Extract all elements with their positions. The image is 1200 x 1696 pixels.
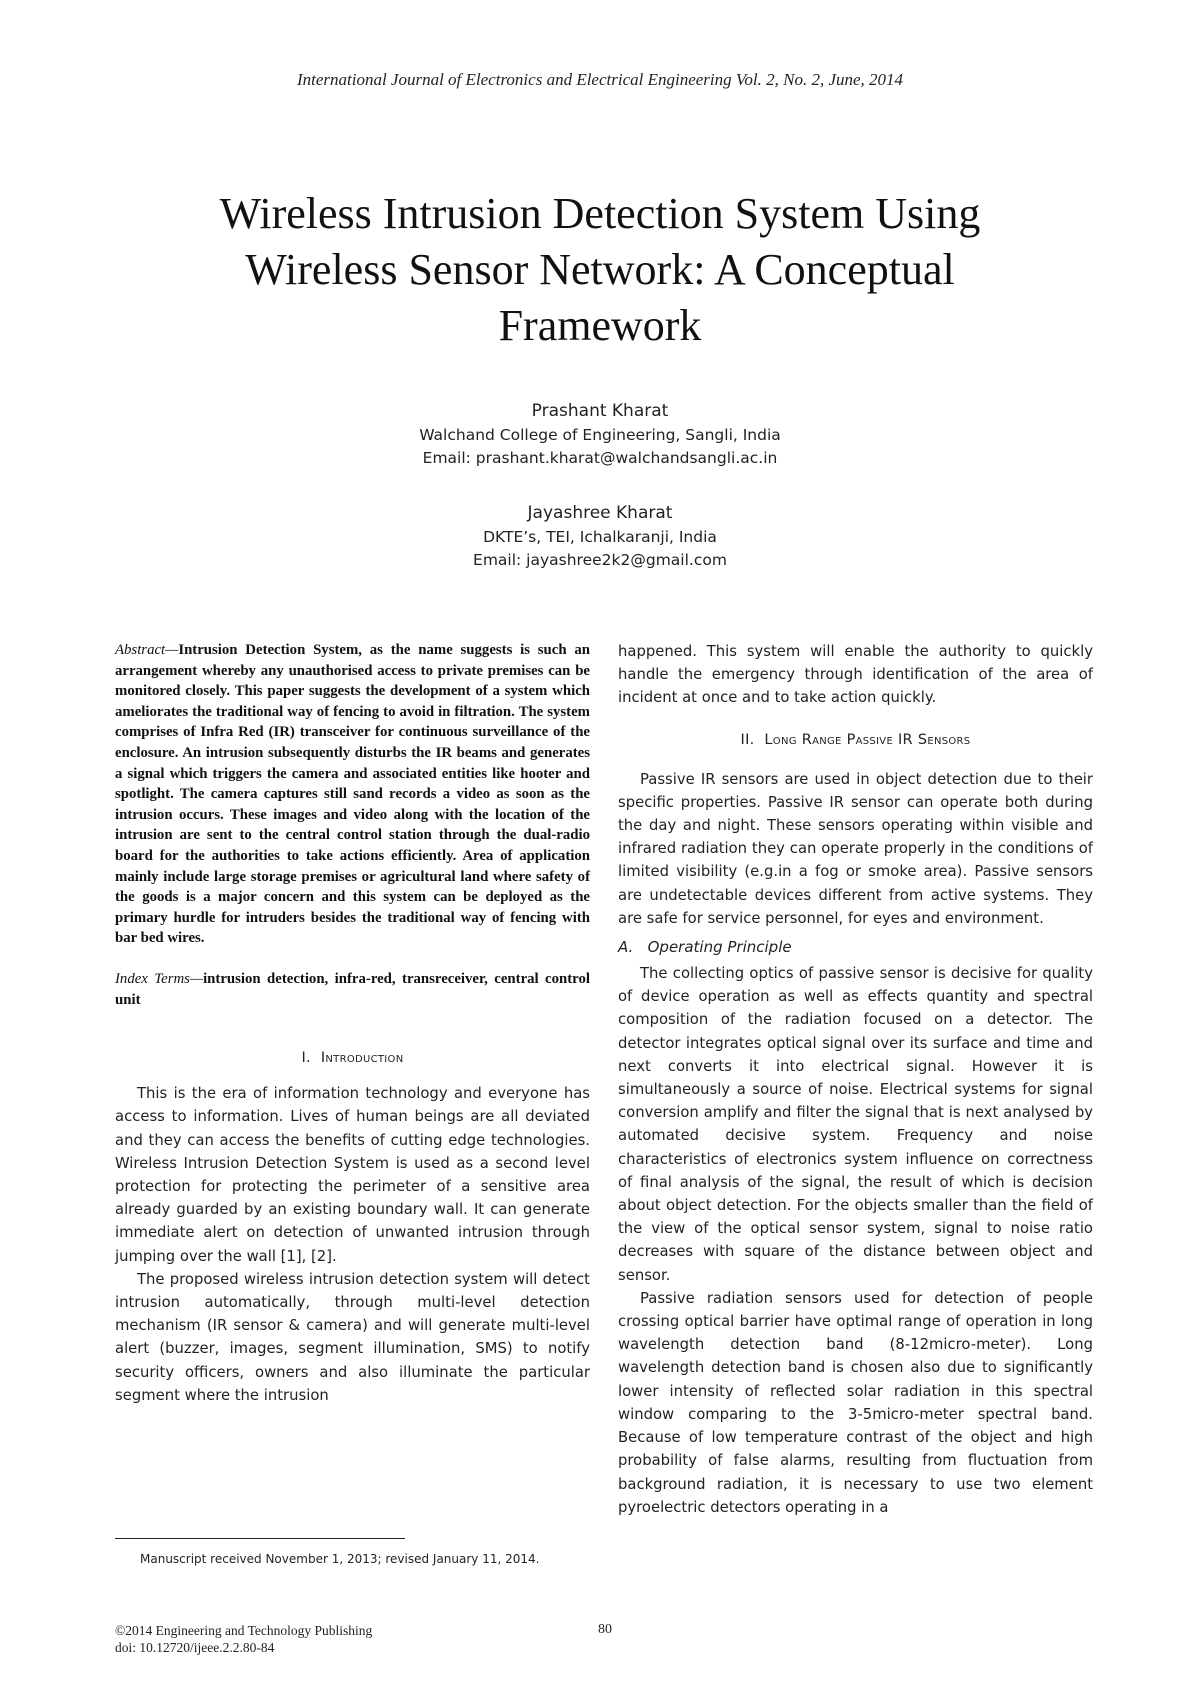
author-affiliation: Walchand College of Engineering, Sangli, India	[419, 426, 781, 444]
copyright-block	[115, 1622, 535, 1656]
subsection-title: Operating Principle	[647, 938, 792, 957]
right-column	[618, 640, 1093, 1519]
author-block-2	[300, 500, 900, 572]
section-heading-passive-ir	[618, 732, 1093, 748]
paragraph: Passive IR sensors are used in object detection due to their specific properties. Passive IR sensor can operate both during the day and night. These sensors operating within visible and infrared radiation they can operate properly in the conditions of limited visibility (e.g.in a fog or smoke area). Passive sensors are undetectable devices different from active systems. They are safe for service personnel, for eyes and environment.	[618, 770, 1093, 927]
section-number: II.	[740, 731, 755, 748]
paragraph-continued: happened. This system will enable the authority to quickly handle the emergency through identification of the area of incident at once and to take action quickly.	[618, 643, 1093, 707]
section-heading-introduction	[115, 1050, 590, 1066]
author-name: Prashant Kharat	[531, 401, 669, 421]
paper-title: Wireless Intrusion Detection System Using Wireless Sensor Network: A Conceptual Framework	[219, 189, 981, 350]
left-column	[115, 640, 590, 1407]
subsection-heading	[618, 938, 1093, 956]
author-name: Jayashree Kharat	[527, 503, 673, 523]
author-email: Email: jayashree2k2@gmail.com	[473, 551, 727, 569]
running-head: International Journal of Electronics and Electrical Engineering Vol. 2, No. 2, June, 2014	[296, 70, 904, 89]
index-terms	[115, 969, 590, 1010]
page-number: 80	[598, 1622, 612, 1637]
section-title: Introduction	[320, 1050, 404, 1067]
paragraph: This is the era of information technology and everyone has access to information. Lives of human beings are all deviated and they can access the benefits of cutting edge technologies. Wireless Intrusion Detection System is used as a second level protection for protecting the perimeter of a sensitive area already guarded by an existing boundary wall. It can generate immediate alert on detection of unwanted intrusion through jumping over the wall [1], [2].	[115, 1085, 590, 1265]
section-number: I.	[301, 1050, 311, 1067]
paragraph: Passive radiation sensors used for detection of people crossing optical barrier have optimal range of operation in long wavelength detection band (8-12micro-meter). Long wavelength detection band is chosen also due to significantly lower intensity of reflected solar radiation in this spectral window comparing to the 3-5micro-meter spectral band. Because of low temperature contrast of the object and high probability of false alarms, resulting from fluctuation from background radiation, it is necessary to use two element pyroelectric detectors operating in a	[618, 1289, 1093, 1516]
footnote: Manuscript received November 1, 2013; revised January 11, 2014.	[140, 1552, 540, 1566]
paragraph: The proposed wireless intrusion detection system will detect intrusion automatically, through multi-level detection mechanism (IR sensor & camera) and will generate multi-level alert (buzzer, images, segment illumination, SMS) to notify security officers, owners and also illuminate the particular segment where the intrusion	[115, 1270, 590, 1404]
subsection-label: A.	[618, 938, 634, 957]
copyright-line: ©2014 Engineering and Technology Publishing	[115, 1623, 373, 1638]
index-terms-label: Index Terms—	[115, 970, 204, 987]
doi-line: doi: 10.12720/ijeee.2.2.80-84	[115, 1640, 275, 1655]
abstract	[115, 640, 590, 949]
footnote-rule	[115, 1538, 405, 1539]
author-email: Email: prashant.kharat@walchandsangli.ac.in	[422, 449, 778, 467]
paragraph: The collecting optics of passive sensor is decisive for quality of device operation as well as effects quantity and spectral composition of the radiation focused on a detector. The detector integrates optical signal over its surface and time and next converts it into electrical signal. However it is simultaneously a source of noise. Electrical systems for signal conversion amplify and filter the signal that is next analysed by automated decisive system. Frequency and noise characteristics of electronics system influence on correctness of final analysis of the signal, the result of which is decision about object detection. For the objects smaller than the field of the view of the optical sensor system, signal to noise ratio decreases with square of the distance between object and sensor.	[618, 965, 1093, 1284]
section-title: Long Range Passive IR Sensors	[764, 731, 971, 748]
abstract-text: Intrusion Detection System, as the name suggests is such an arrangement whereby any unauthorised access to private premises can be monitored closely. This paper suggests the development of a system which ameliorates the traditional way of fencing to avoid in filtration. The system comprises of Infra Red (IR) transceiver for continuous surveillance of the enclosure. An intrusion subsequently disturbs the IR beams and generates a signal which triggers the camera and associated entities like hooter and spotlight. The camera captures still sand records a video as soon as the intrusion occurs. These images and video along with the location of the intrusion are sent to the central control station through the dual-radio board for the authorities to take actions efficiently. Area of application mainly include large storage premises or agricultural land where safety of the goods is a major concern and this system can be deployed as the primary hurdle for intruders besides the traditional way of fencing with bar bed wires.	[115, 642, 590, 947]
index-terms-text: intrusion detection, infra-red, transreceiver, central control unit	[115, 970, 590, 1008]
abstract-label: Abstract—	[115, 642, 179, 658]
author-affiliation: DKTE’s, TEI, Ichalkaranji, India	[483, 528, 717, 546]
author-block-1	[300, 398, 900, 470]
